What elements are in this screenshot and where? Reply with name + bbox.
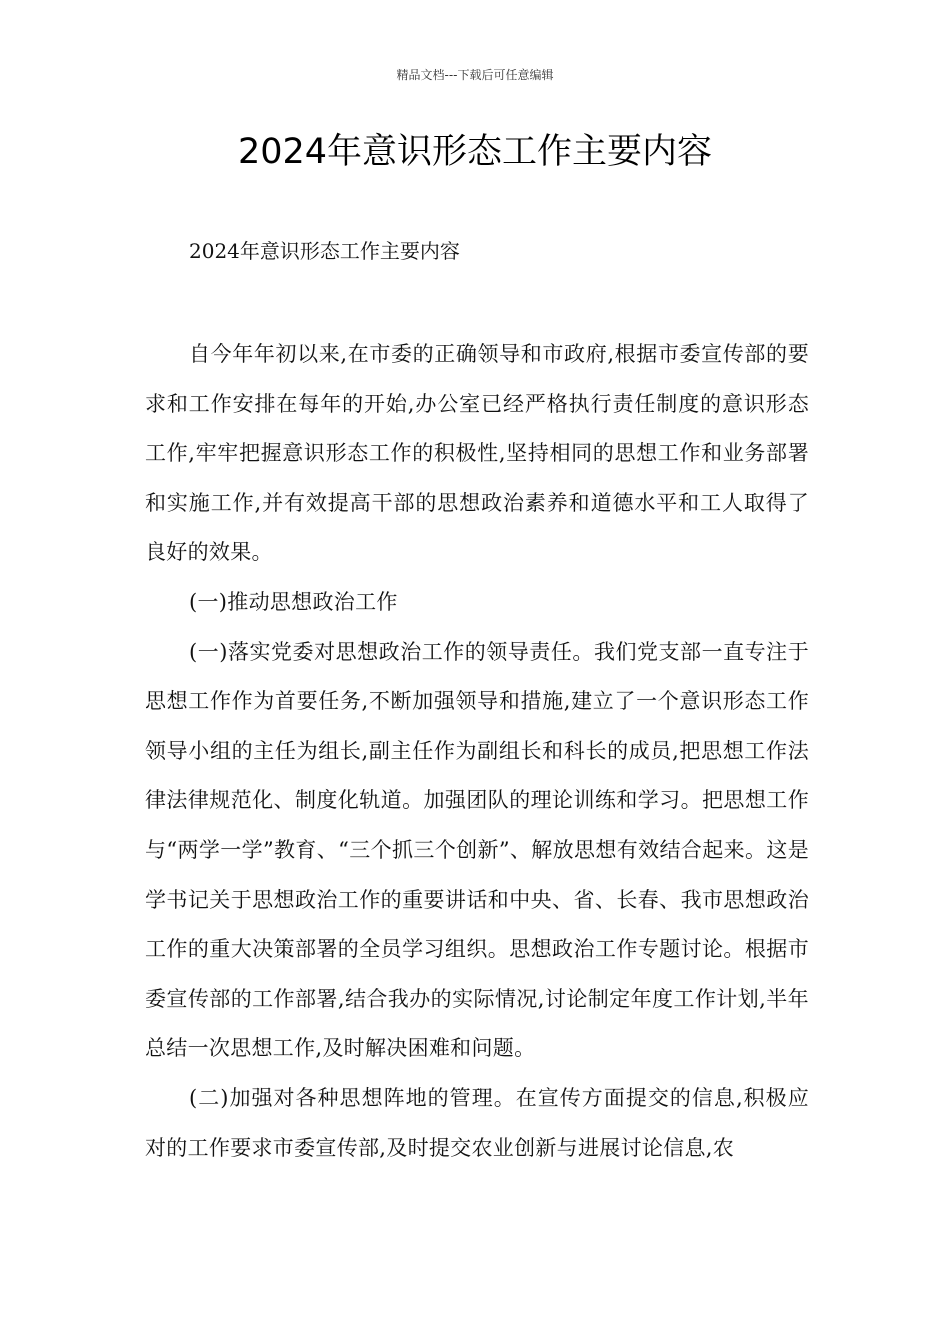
header-note: 精品文档---下载后可任意编辑 (396, 68, 554, 82)
paragraph-item-2: (二)加强对各种思想阵地的管理。在宣传方面提交的信息,积极应对的工作要求市委宣传部,及时提交农业创新与进展讨论信息,农 (145, 1085, 809, 1160)
page-title: 2024年意识形态工作主要内容 (237, 132, 713, 172)
paragraph-intro: 自今年年初以来,在市委的正确领导和市政府,根据市委宣传部的要求和工作安排在每年的开始,办公室已经严格执行责任制度的意识形态工作,牢牢把握意识形态工作的积极性,坚持相同的思想工作和业务部署和实施工作,并有效提高干部的思想政治素养和道德水平和工人取得了良好的效果。 (145, 342, 809, 565)
section-heading: (一)推动思想政治工作 (189, 589, 398, 614)
paragraph-item-1: (一)落实党委对思想政治工作的领导责任。我们党支部一直专注于思想工作作为首要任务,不断加强领导和措施,建立了一个意识形态工作领导小组的主任为组长,副主任作为副组长和科长的成员,把思想工作法律法律规范化、制度化轨道。加强团队的理论训练和学习。把思想工作与“两学一学”教育、“三个抓三个创新”、解放思想有效结合起来。这是学书记关于思想政治工作的重要讲话和中央、省、长春、我市思想政治工作的重大决策部署的全员学习组织。思想政治工作专题讨论。根据市委宣传部的工作部署,结合我办的实际情况,讨论制定年度工作计划,半年总结一次思想工作,及时解决困难和问题。 (145, 639, 809, 1061)
document-body (145, 330, 809, 1173)
subtitle: 2024年意识形态工作主要内容 (189, 239, 460, 263)
